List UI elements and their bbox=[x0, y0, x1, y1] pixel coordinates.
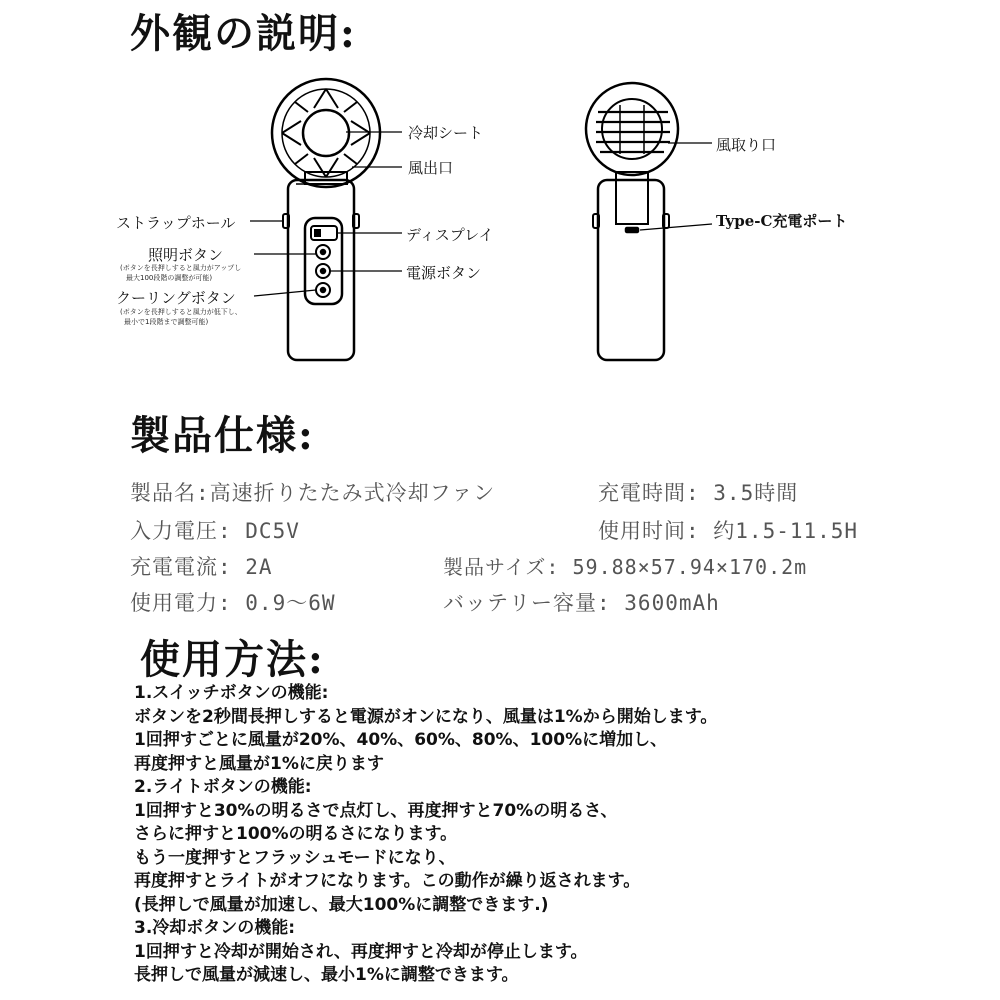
label-cooling-button: クーリングボタン bbox=[116, 289, 236, 307]
section-title-appearance: 外観の説明: bbox=[130, 10, 357, 57]
usage-line: 3.冷却ボタンの機能: bbox=[134, 918, 296, 938]
usage-line: 2.ライトボタンの機能: bbox=[134, 777, 312, 797]
label-power-button: 電源ボタン bbox=[406, 264, 482, 282]
usage-line: 1.スイッチボタンの機能: bbox=[134, 683, 329, 703]
spec-input-voltage: 入力電圧: DC5V bbox=[130, 519, 300, 543]
usage-instructions bbox=[134, 682, 717, 988]
usage-line: 1回押すと冷却が開始され、再度押すと冷却が停止します。 bbox=[134, 941, 588, 962]
back-view bbox=[586, 83, 678, 360]
spec-charge-time: 充電時間: 3.5時間 bbox=[598, 481, 799, 505]
usage-line: 再度押すとライトがオフになります。この動作が繰り返されます。 bbox=[134, 871, 641, 891]
front-view bbox=[272, 79, 380, 360]
product-diagram bbox=[0, 0, 1000, 400]
usage-line: 再度押すと風量が1%に戻ります bbox=[134, 753, 384, 774]
note-light-button-2: 最大100段階の調整が可能) bbox=[126, 274, 213, 282]
label-strap-hole: ストラップホール bbox=[116, 214, 236, 232]
label-display: ディスプレイ bbox=[406, 226, 494, 244]
section-title-specs: 製品仕様: bbox=[130, 412, 315, 459]
usage-line: (長押しで風量が加速し、最大100%に調整できます.) bbox=[134, 894, 549, 915]
usage-line: ボタンを2秒間長押しすると電源がオンになり、風量は1%から開始します。 bbox=[134, 706, 718, 727]
label-cooling-sheet: 冷却シート bbox=[408, 124, 484, 142]
back-body bbox=[598, 180, 664, 360]
usage-line: さらに押すと100%の明るさになります。 bbox=[134, 824, 458, 844]
label-light-button: 照明ボタン bbox=[148, 246, 224, 264]
spec-usage-time: 使用时间: 约1.5-11.5H bbox=[598, 519, 859, 543]
spec-product-size: 製品サイズ: 59.88×57.94×170.2m bbox=[443, 555, 808, 579]
section-title-usage: 使用方法: bbox=[140, 636, 325, 683]
label-typec-port: Type-C充電ポート bbox=[716, 212, 848, 230]
spec-battery: バッテリー容量: 3600mAh bbox=[443, 591, 720, 615]
usage-line: もう一度押すとフラッシュモードになり、 bbox=[134, 847, 456, 868]
label-air-intake: 風取り口 bbox=[716, 136, 777, 154]
back-leader-lines bbox=[640, 143, 712, 230]
usage-line: 1回押すと30%の明るさで点灯し、再度押すと70%の明るさ、 bbox=[134, 800, 618, 821]
front-fan-head bbox=[272, 79, 380, 187]
back-fan-head bbox=[586, 83, 678, 175]
spec-product-name: 製品名:高速折りたたみ式冷却ファン bbox=[130, 481, 496, 505]
spec-power-usage: 使用電力: 0.9～6W bbox=[130, 591, 336, 615]
usage-line: 長押しで風量が減速し、最小1%に調整できます。 bbox=[134, 965, 519, 985]
note-cooling-button-1: (ボタンを長押しすると風力が低下し、 bbox=[120, 308, 242, 316]
label-air-outlet: 風出口 bbox=[408, 159, 454, 177]
cooling-sheet-icon bbox=[303, 110, 349, 156]
note-cooling-button-2: 最小で1段階まで調整可能) bbox=[124, 318, 209, 326]
note-light-button-1: (ボタンを長押しすると風力がアップし bbox=[120, 264, 242, 272]
typec-port-icon bbox=[626, 228, 638, 232]
spec-charge-current: 充電電流: 2A bbox=[130, 555, 273, 579]
usage-line: 1回押すごとに風量が20%、40%、60%、80%、100%に増加し、 bbox=[134, 730, 668, 750]
